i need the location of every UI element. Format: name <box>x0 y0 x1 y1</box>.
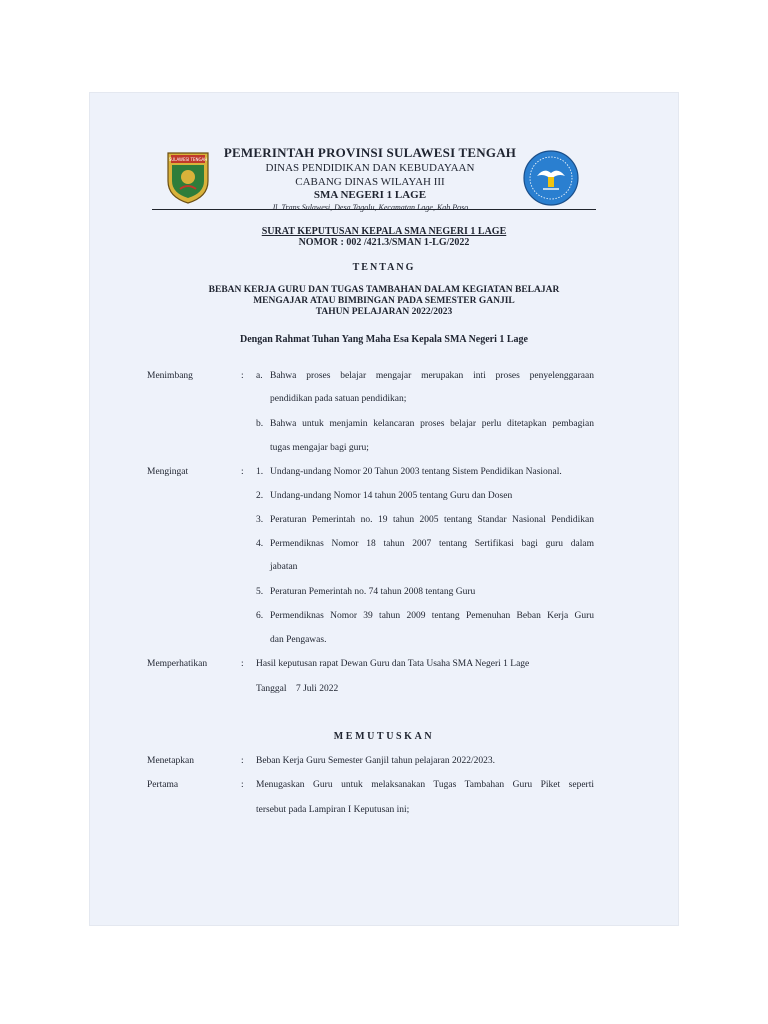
mengingat-item-text: Undang-undang Nomor 14 tahun 2005 tentang Guru dan Dosen <box>270 491 513 501</box>
mengingat-item-text-continued: dan Pengawas. <box>270 635 327 645</box>
memperhatikan-date: Tanggal 7 Juli 2022 <box>256 684 339 694</box>
decree-subject-line-3: TAHUN PELAJARAN 2022/2023 <box>315 307 453 317</box>
mengingat-colon: : <box>241 467 244 477</box>
mengingat-item-number: 1. <box>256 467 264 477</box>
menimbang-b-marker: b. <box>256 419 264 429</box>
emblem-banner-text: SULAWESI TENGAH <box>168 157 208 162</box>
decree-subject-line-1: BEBAN KERJA GURU DAN TUGAS TAMBAHAN DALAM KEGIATAN BELAJAR <box>208 285 560 295</box>
menimbang-b-line-2: tugas mengajar bagi guru; <box>270 443 369 453</box>
memperhatikan-colon: : <box>241 659 244 669</box>
province-emblem-icon <box>166 147 210 205</box>
mengingat-item-text: Permendiknas Nomor 18 tahun 2007 tentang Sertifikasi bagi guru dalam <box>270 539 594 549</box>
decree-number: NOMOR : 002 /421.3/SMAN 1-LG/2022 <box>298 237 470 248</box>
opening-statement: Dengan Rahmat Tuhan Yang Maha Esa Kepala SMA Negeri 1 Lage <box>240 334 528 345</box>
menetapkan-text: Beban Kerja Guru Semester Ganjil tahun pelajaran 2022/2023. <box>256 756 496 766</box>
mengingat-label: Mengingat <box>147 467 189 477</box>
memperhatikan-label: Memperhatikan <box>147 659 208 669</box>
memperhatikan-text: Hasil keputusan rapat Dewan Guru dan Tata Usaha SMA Negeri 1 Lage <box>256 659 530 669</box>
letterhead-province: PEMERINTAH PROVINSI SULAWESI TENGAH <box>223 145 517 160</box>
letterhead-address: Jl. Trans Sulawesi, Desa Tagolu, Kecamatan Lage, Kab.Poso <box>271 203 469 212</box>
menimbang-a-line-1: Bahwa proses belajar mengajar merupakan inti proses penyelenggaraan <box>270 371 594 381</box>
menimbang-b-line-1: Bahwa untuk menjamin kelancaran proses belajar perlu ditetapkan pembagian <box>270 419 594 429</box>
pertama-text-continued: tersebut pada Lampiran I Keputusan ini; <box>256 805 410 815</box>
decree-subject-line-2: MENGAJAR ATAU BIMBINGAN PADA SEMESTER GANJIL <box>253 296 515 306</box>
mengingat-item-text-continued: jabatan <box>270 562 298 572</box>
document-page <box>90 93 678 925</box>
pertama-colon: : <box>241 780 244 790</box>
tut-wuri-handayani-icon <box>522 149 580 207</box>
tentang-heading: TENTANG <box>352 262 416 273</box>
menetapkan-label: Menetapkan <box>147 756 194 766</box>
mengingat-item-number: 3. <box>256 515 264 525</box>
mengingat-item-text: Peraturan Pemerintah no. 19 tahun 2005 tentang Standar Nasional Pendidikan <box>270 515 594 525</box>
mengingat-item-text: Permendiknas Nomor 39 tahun 2009 tentang Pemenuhan Beban Kerja Guru <box>270 611 594 621</box>
menetapkan-colon: : <box>241 756 244 766</box>
menimbang-a-marker: a. <box>256 371 263 381</box>
mengingat-item-number: 5. <box>256 587 264 597</box>
decree-title: SURAT KEPUTUSAN KEPALA SMA NEGERI 1 LAGE <box>261 226 507 237</box>
letterhead <box>220 145 520 212</box>
menimbang-a-line-2: pendidikan pada satuan pendidikan; <box>270 394 407 404</box>
memutuskan-heading: MEMUTUSKAN <box>333 731 435 742</box>
mengingat-item-number: 4. <box>256 539 264 549</box>
mengingat-item-text: Undang-undang Nomor 20 Tahun 2003 tentang Sistem Pendidikan Nasional. <box>270 467 562 477</box>
decree-subject <box>90 285 678 318</box>
pertama-text: Menugaskan Guru untuk melaksanakan Tugas Tambahan Guru Piket seperti <box>256 780 594 790</box>
letterhead-agency: DINAS PENDIDIKAN DAN KEBUDAYAAN <box>265 162 475 174</box>
mengingat-item-text: Peraturan Pemerintah no. 74 tahun 2008 tentang Guru <box>270 587 476 597</box>
pertama-label: Pertama <box>147 780 179 790</box>
mengingat-item-number: 6. <box>256 611 264 621</box>
letterhead-divider <box>152 209 596 210</box>
menimbang-label: Menimbang <box>147 371 193 381</box>
letterhead-branch: CABANG DINAS WILAYAH III <box>295 176 445 188</box>
menimbang-colon: : <box>241 371 244 381</box>
letterhead-school: SMA NEGERI 1 LAGE <box>313 189 427 201</box>
mengingat-item-number: 2. <box>256 491 264 501</box>
